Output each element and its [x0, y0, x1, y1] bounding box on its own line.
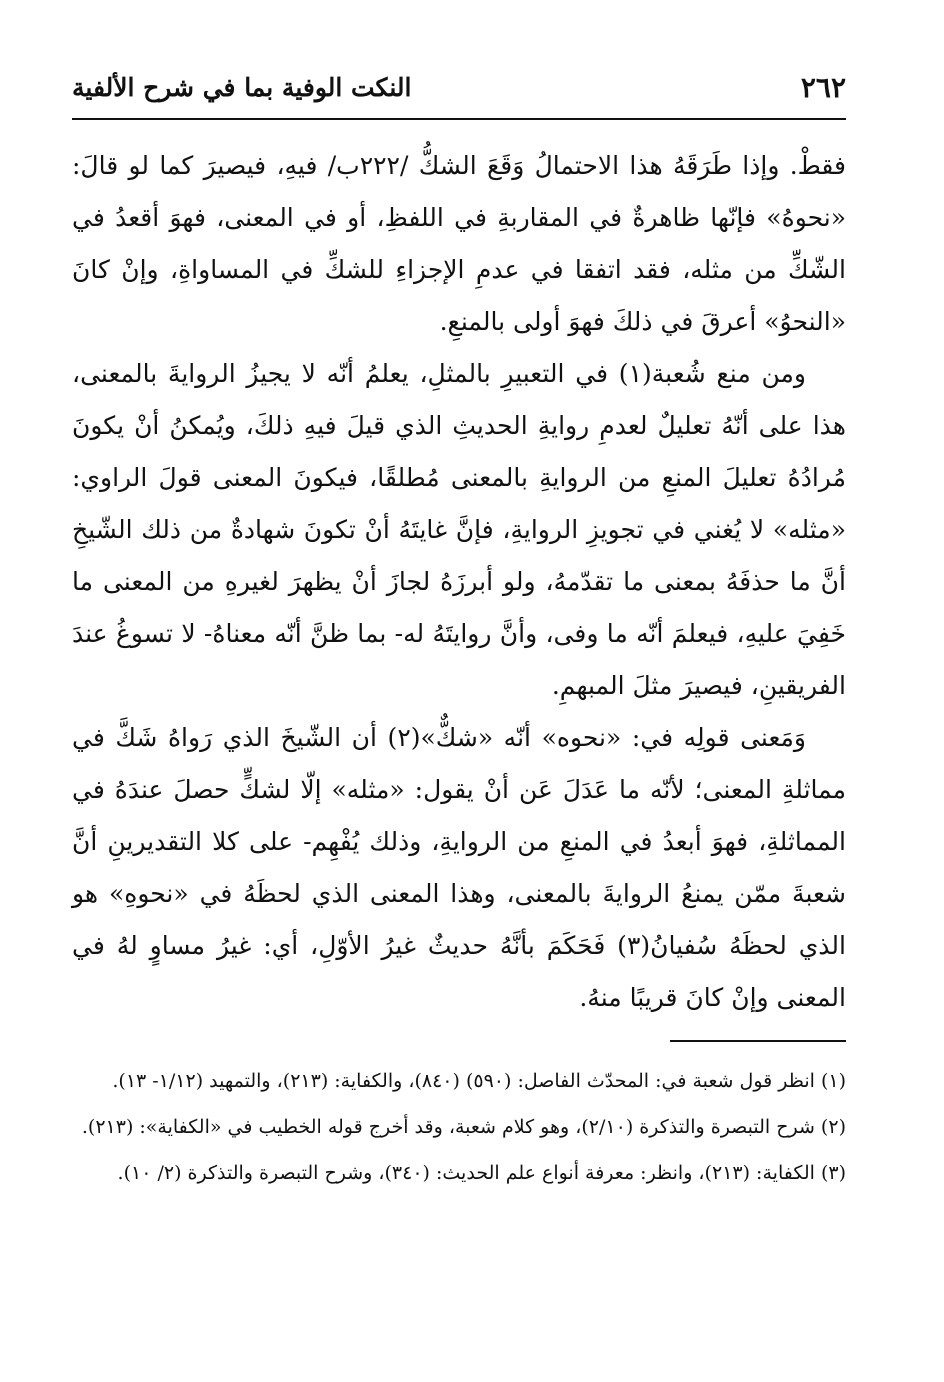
header-divider — [72, 118, 846, 120]
main-text — [72, 140, 846, 1024]
paragraph-2: ومن منع شُعبة(١) في التعبيرِ بالمثلِ، يعلمُ أنّه لا يجيزُ الروايةَ بالمعنى، هذا على أنّهُ تعليلٌ لعدمِ روايةِ الحديثِ الذي قيلَ فيهِ ذلكَ، ويُمكنُ أنْ يكونَ مُرادُهُ تعليلَ المنعِ من الروايةِ بالمعنى مُطلقًا، فيكونَ المعنى قولَ الراوي: «مثله» لا يُغني في تجويزِ الروايةِ، فإنَّ غايتَهُ أنْ تكونَ شهادةٌ من ذلك الشّيخِ أنَّ ما حذفَهُ بمعنى ما تقدّمهُ، ولو أبرزَهُ لجازَ أنْ يظهرَ لغيرهِ من المعنى ما خَفِيَ عليهِ، فيعلمَ أنّه ما وفى، وأنَّ روايتَهُ له- بما ظنَّ أنّه معناهُ- لا تسوغُ عندَ الفريقينِ، فيصيرَ مثلَ المبهمِ. — [72, 359, 846, 700]
footnote-divider — [670, 1040, 846, 1042]
paragraph-3: وَمَعنى قولِه في: «نحوه» أنّه «شكٌّ»(٢) أن الشّيخَ الذي رَواهُ شَكَّ في مماثلةِ المعنى؛ لأنّه ما عَدَلَ عَن أنْ يقول: «مثله» إلّا لشكٍّ حصلَ عندَهُ في المماثلةِ، فهوَ أبعدُ في المنعِ من الروايةِ، وذلك يُفْهِم- على كلا التقديرينِ أنَّ شعبةَ ممّن يمنعُ الروايةَ بالمعنى، وهذا المعنى الذي لحظَهُ في «نحوهِ» هو الذي لحظَهُ سُفيانُ(٣) فَحَكَمَ بأنَّهُ حديثٌ غيرُ الأوّلِ، أي: غيرُ مساوٍ لهُ في المعنى وإنْ كانَ قريبًا منهُ. — [72, 723, 846, 1012]
footnote-1: (١) انظر قول شعبة في: المحدّث الفاصل: (٥٩٠) (٨٤٠)، والكفاية: (٢١٣)، والتمهيد (١/١٢- ١٣). — [112, 1070, 846, 1092]
footnote-3: (٣) الكفاية: (٢١٣)، وانظر: معرفة أنواع علم الحديث: (٣٤٠)، وشرح التبصرة والتذكرة (٢/ ١٠). — [117, 1162, 846, 1184]
footnotes — [72, 1060, 846, 1198]
book-title: النكت الوفية بما في شرح الألفية — [72, 72, 412, 102]
paragraph-1: فقطْ. وإذا طَرَقَهُ هذا الاحتمالُ وَقَعَ الشكُّ /٢٢٢ب/ فيهِ، فيصيرَ كما لو قالَ: «نحوهُ» فإنّها ظاهرةٌ في المقاربةِ في اللفظِ، أو في المعنى، فهوَ أقعدُ في الشّكِّ من مثله، فقد اتفقا في عدمِ الإجزاءِ للشكِّ في المساواةِ، وإنْ كانَ «النحوُ» أعرقَ في ذلكَ فهوَ أولى بالمنعِ. — [72, 151, 846, 336]
footnote-2: (٢) شرح التبصرة والتذكرة (٢/١٠)، وهو كلام شعبة، وقد أخرج قوله الخطيب في «الكفاية»: (٢١٣). — [81, 1116, 846, 1138]
page-number: ٢٦٢ — [800, 70, 846, 104]
running-header — [72, 62, 846, 112]
